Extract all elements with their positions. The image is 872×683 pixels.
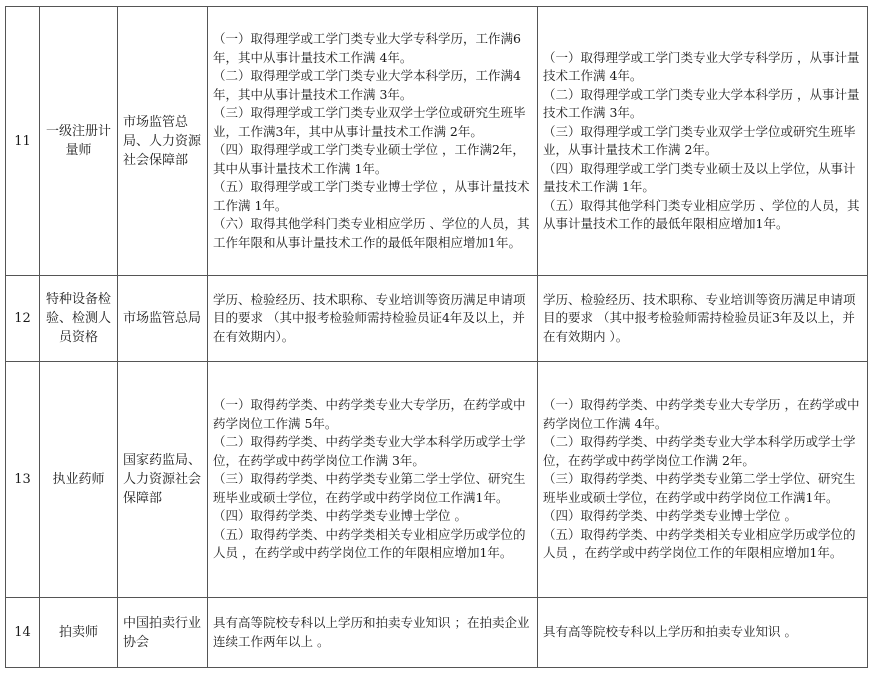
row-number: 12 bbox=[6, 276, 40, 362]
requirement-item: 具有高等院校专科以上学历和拍卖专业知识 。 bbox=[543, 624, 797, 640]
qualification-name: 拍卖师 bbox=[40, 598, 118, 668]
requirement-item: （三）取得理学或工学门类专业双学士学位或研究生班毕业，从事计量技术工作满 2年。 bbox=[543, 123, 856, 157]
requirement-item: （五）取得药学类、中药学类相关专业相应学历或学位的人员 ，在药学或中药学岗位工作的年限相应增加1年。 bbox=[543, 526, 856, 561]
requirement-item: （五）取得理学或工学门类专业博士学位 ，从事计量技术工作满 1年。 bbox=[213, 179, 530, 213]
issuing-authority: 中国拍卖行业协会 bbox=[118, 598, 208, 668]
requirement-item: （四）取得理学或工学门类专业硕士及以上学位，从事计量技术工作满 1年。 bbox=[543, 160, 856, 194]
new-requirements bbox=[538, 7, 868, 276]
table-row bbox=[6, 7, 868, 276]
issuing-authority: 市场监管总局、人力资源社会保障部 bbox=[118, 7, 208, 276]
table-row bbox=[6, 276, 868, 362]
requirement-item: （二）取得药学类、中药学类专业大学本科学历或学士学位，在药学或中药学岗位工作满 2年。 bbox=[543, 434, 856, 468]
requirement-item: （四）取得药学类、中药学类专业博士学位 。 bbox=[213, 508, 467, 524]
requirement-item: （二）取得理学或工学门类专业大学本科学历 ，从事计量技术工作满 3年。 bbox=[543, 86, 860, 120]
requirement-item: （四）取得药学类、中药学类专业博士学位 。 bbox=[543, 508, 797, 524]
requirement-item: 学历、检验经历、技术职称、专业培训等资历满足申请项目的要求 （其中报考检验师需持检验员证4年及以上，并在有效期内）。 bbox=[213, 291, 526, 344]
requirement-item: （一）取得理学或工学门类专业大学专科学历，工作满6年，其中从事计量技术工作满 4年。 bbox=[213, 31, 521, 65]
new-requirements bbox=[538, 598, 868, 668]
requirement-item: （六）取得其他学科门类专业相应学历 、学位的人员，其工作年限和从事计量技术工作的最低年限相应增加1年。 bbox=[213, 216, 530, 250]
requirement-item: （一）取得药学类、中药学类专业大专学历，在药学或中药学岗位工作满 5年。 bbox=[213, 397, 526, 431]
requirement-item: （五）取得其他学科门类专业相应学历 、学位的人员，其从事计量技术工作的最低年限相应增加1年。 bbox=[543, 197, 860, 231]
table-row bbox=[6, 362, 868, 598]
requirement-item: （五）取得药学类、中药学类相关专业相应学历或学位的人员 ，在药学或中药学岗位工作的年限相应增加1年。 bbox=[213, 526, 526, 561]
old-requirements bbox=[208, 7, 538, 276]
qualification-name: 一级注册计量师 bbox=[40, 7, 118, 276]
requirement-item: （一）取得药学类、中药学类专业大专学历 ，在药学或中药学岗位工作满 4年。 bbox=[543, 397, 860, 431]
row-number: 14 bbox=[6, 598, 40, 668]
requirement-item: （二）取得药学类、中药学类专业大学本科学历或学士学位，在药学或中药学岗位工作满 3年。 bbox=[213, 434, 526, 468]
new-requirements bbox=[538, 276, 868, 362]
row-number: 11 bbox=[6, 7, 40, 276]
requirement-item: （三）取得理学或工学门类专业双学士学位或研究生班毕业，工作满3年，其中从事计量技术工作满 2年。 bbox=[213, 105, 526, 139]
old-requirements bbox=[208, 598, 538, 668]
requirement-item: （一）取得理学或工学门类专业大学专科学历 ，从事计量技术工作满 4年。 bbox=[543, 49, 860, 83]
new-requirements bbox=[538, 362, 868, 598]
qualification-name: 特种设备检验、检测人员资格 bbox=[40, 276, 118, 362]
table-row bbox=[6, 598, 868, 668]
old-requirements bbox=[208, 276, 538, 362]
issuing-authority: 市场监管总局 bbox=[118, 276, 208, 362]
requirement-item: （三）取得药学类、中药学类专业第二学士学位、研究生班毕业或硕士学位，在药学或中药学岗位工作满1年。 bbox=[213, 471, 526, 505]
requirement-item: 学历、检验经历、技术职称、专业培训等资历满足申请项目的要求 （其中报考检验师需持检验员证3年及以上，并在有效期内 ）。 bbox=[543, 291, 856, 344]
qualification-table bbox=[5, 6, 868, 668]
requirement-item: 具有高等院校专科以上学历和拍卖专业知识 ；在拍卖企业连续工作两年以上 。 bbox=[213, 615, 530, 649]
qualification-name: 执业药师 bbox=[40, 362, 118, 598]
row-number: 13 bbox=[6, 362, 40, 598]
requirement-item: （三）取得药学类、中药学类专业第二学士学位、研究生班毕业或硕士学位，在药学或中药学岗位工作满1年。 bbox=[543, 471, 856, 505]
requirement-item: （四）取得理学或工学门类专业硕士学位 ，工作满2年，其中从事计量技术工作满 1年。 bbox=[213, 142, 525, 176]
issuing-authority: 国家药监局、人力资源社会保障部 bbox=[118, 362, 208, 598]
old-requirements bbox=[208, 362, 538, 598]
requirement-item: （二）取得理学或工学门类专业大学本科学历，工作满4年，其中从事计量技术工作满 3年。 bbox=[213, 68, 521, 102]
